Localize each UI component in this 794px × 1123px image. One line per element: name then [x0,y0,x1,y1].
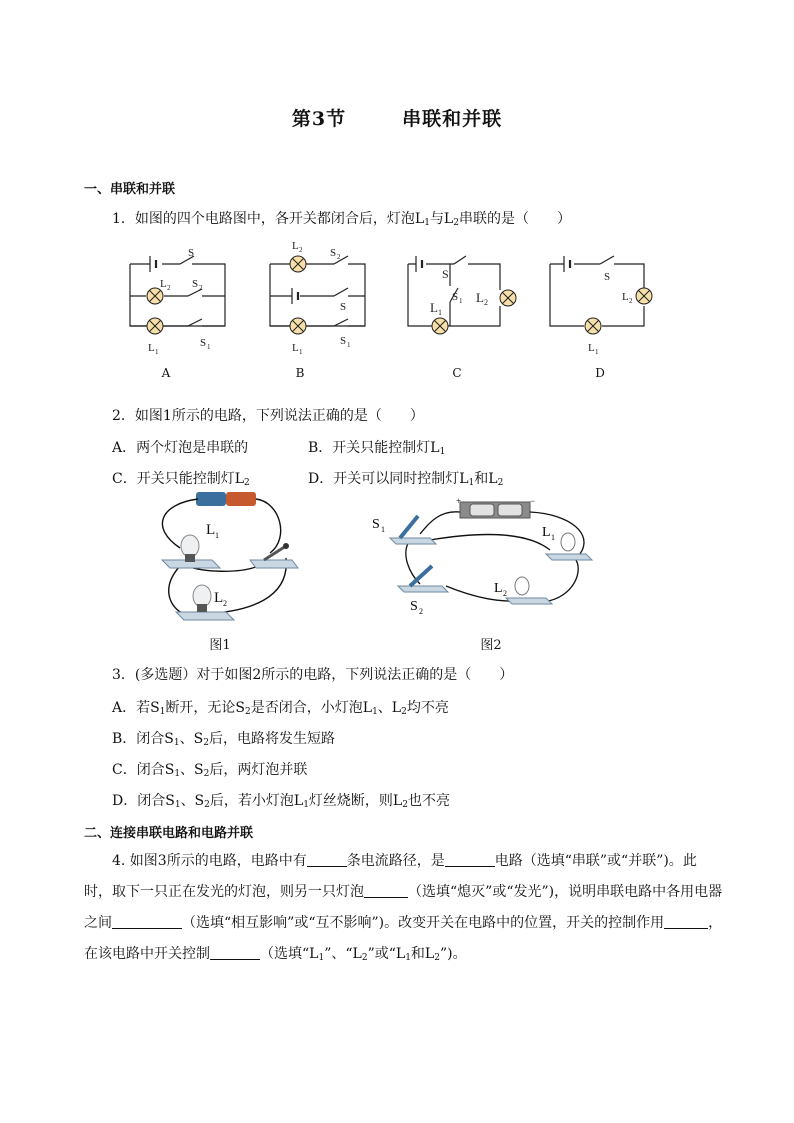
svg-text:2: 2 [503,589,507,598]
blank-6[interactable] [210,945,260,960]
blank-2[interactable] [445,852,495,867]
question-1-stem: 1．如图的四个电路图中，各开关都闭合后，灯泡$L_1$与$L_2$串联的是（ ） [112,211,571,228]
svg-text:L: L [430,300,438,315]
svg-text:S: S [410,599,418,614]
svg-text:2: 2 [223,599,227,608]
question-4-paragraph: 4. 如图3所示的电路，电路中有 条电流路径，是 电路（选填“串联”或“并联”)。此时，取下一只正在发光的灯泡，则另一只灯泡 （选填“熄灭”或“发光”)，说明串联电路中各用电器之间 （选填“相互影响”或“互不影响”)。改变开关在电路中的位置，开关的控制作用 ，在该电路中开关控制 （选填“$L_1$”、“$L_2$”或“$L_1$和$L_2$”)。 [84,853,723,963]
svg-text:2: 2 [337,253,341,261]
svg-text:1: 1 [347,341,351,349]
svg-text:2: 2 [484,298,488,307]
svg-text:S: S [200,337,207,349]
circuit-a [130,256,225,326]
svg-text:2: 2 [199,284,203,292]
svg-text:2: 2 [629,297,633,305]
figure-2-caption: 图2 [480,638,502,653]
svg-text:L: L [494,581,503,596]
svg-text:S: S [604,271,611,283]
circuit-d [550,256,644,326]
question-3-option-b: B．闭合$S_1$、$S_2$后，电路将发生短路 [112,731,335,748]
svg-text:L: L [214,590,224,606]
svg-text:S: S [452,291,459,303]
circuit-label-c: C [452,366,462,380]
question-3-stem: 3．(多选题）对于如图2所示的电路，下列说法正确的是（ ） [112,667,514,683]
svg-text:L: L [476,290,484,305]
question-2-option-a: A．两个灯泡是串联的 [112,440,249,456]
question-1-circuits [120,236,680,366]
svg-text:+: + [456,496,462,506]
blank-5[interactable] [664,914,708,929]
svg-text:2: 2 [419,607,423,616]
question-2-option-d: D．开关可以同时控制灯$L_1$和$L_2$ [308,471,504,488]
svg-text:L: L [148,342,155,354]
svg-text:1: 1 [207,343,211,351]
svg-text:L: L [206,522,216,538]
svg-text:L: L [292,240,299,252]
blank-3[interactable] [364,883,408,898]
question-3-option-c: C．闭合$S_1$、$S_2$后，两灯泡并联 [112,762,308,779]
figure-1-caption: 图1 [209,638,231,653]
circuit-label-a: A [161,366,171,380]
figure-1 [140,488,310,628]
svg-text:L: L [160,278,167,290]
question-3-option-d: D．闭合$S_1$、$S_2$后，若小灯泡$L_1$灯丝烧断，则$L_2$也不亮 [112,793,450,810]
section-name: 串联和并联 [402,108,503,130]
question-2-option-b: B．开关只能控制灯$L_1$ [308,440,446,457]
svg-text:1: 1 [459,297,463,305]
question-2-option-c: C．开关只能控制灯$L_2$ [112,471,250,488]
svg-text:L: L [292,342,299,354]
svg-text:S: S [330,247,337,259]
svg-text:1: 1 [155,348,159,356]
svg-text:1: 1 [551,533,555,542]
svg-text:L: L [542,525,551,540]
svg-text:1: 1 [595,348,599,356]
question-3-option-a: A．若$S_1$断开，无论$S_2$是否闭合，小灯泡$L_1$、$L_2$均不亮 [112,700,449,717]
svg-text:S: S [442,267,449,281]
page-title [0,104,794,131]
question-2-stem: 2．如图1所示的电路，下列说法正确的是（ ） [112,408,424,424]
svg-text:1: 1 [381,525,385,534]
blank-4[interactable] [112,914,182,929]
figure-2 [370,494,610,624]
circuit-b [270,256,365,326]
svg-text:1: 1 [438,308,442,317]
circuit-label-b: B [295,366,305,380]
svg-text:L: L [622,291,629,303]
circuit-label-d: D [595,366,605,380]
svg-text:S: S [192,278,199,290]
section-number: 第3节 [291,108,347,130]
svg-text:2: 2 [299,246,303,254]
svg-text:S: S [372,517,380,532]
section-heading-1: 一、串联和并联 [84,182,176,197]
section-heading-2: 二、连接串联电路和电路并联 [84,826,254,841]
svg-text:L: L [588,342,595,354]
svg-text:2: 2 [167,284,171,292]
svg-text:1: 1 [299,348,303,356]
blank-1[interactable] [307,852,347,867]
svg-text:S: S [340,335,347,347]
svg-text:−: − [530,496,536,506]
label-s: S [188,247,195,259]
svg-text:S: S [340,301,347,313]
svg-text:1: 1 [215,531,219,540]
